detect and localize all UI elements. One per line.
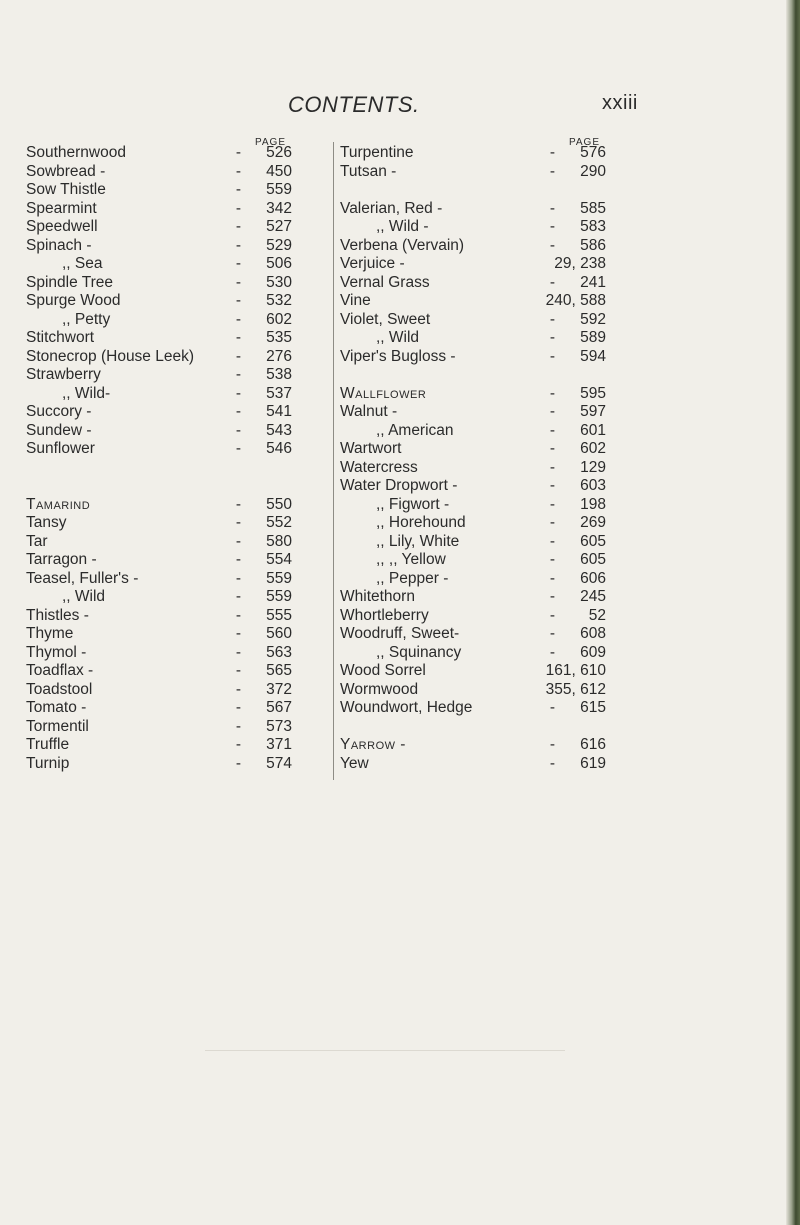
right-column — [340, 137, 610, 773]
entry-name: Viper's Bugloss - — [340, 347, 456, 365]
leader-dash: - — [549, 440, 555, 457]
entry-page: 616 — [580, 736, 606, 753]
index-entry — [340, 662, 610, 681]
leader-dash: - — [235, 588, 241, 605]
entry-page: 550 — [266, 495, 292, 513]
entry-page: 546 — [266, 440, 292, 457]
leader-dash: - — [549, 329, 555, 346]
entry-page: 276 — [266, 347, 292, 365]
entry-page: 372 — [266, 680, 292, 698]
index-entry — [340, 699, 610, 718]
leader-dash: - — [235, 199, 241, 217]
leader-dash: - — [549, 754, 555, 772]
index-entry — [340, 422, 610, 441]
entry-page: 450 — [266, 162, 292, 180]
entry-page: 129 — [580, 458, 606, 476]
entry-page: 537 — [266, 384, 292, 402]
entry-page: 609 — [580, 643, 606, 661]
leader-dash: - — [549, 218, 555, 235]
leader-dash: - — [235, 717, 241, 735]
leader-dash: - — [235, 606, 241, 624]
entry-name: Thyme — [26, 625, 74, 642]
entry-gap — [340, 718, 610, 737]
leader-dash: - — [549, 162, 555, 180]
entry-name: Wartwort — [340, 440, 402, 457]
entry-page: 554 — [266, 551, 292, 568]
entry-name: ,, Wild — [62, 588, 106, 605]
entry-page: 538 — [266, 366, 292, 383]
entry-page: 527 — [266, 218, 292, 235]
leader-dash: - — [549, 199, 555, 217]
entry-name: Vernal Grass — [340, 273, 430, 291]
leader-dash: - — [549, 347, 555, 365]
leader-dash: - — [235, 532, 241, 550]
entry-name: Tamarind — [26, 495, 91, 513]
entry-name: ,, Wild — [376, 329, 420, 346]
leader-dash: - — [549, 699, 555, 716]
index-entry — [340, 292, 610, 311]
entry-name: Stonecrop (House Leek) — [26, 347, 195, 365]
entry-name: Tomato - — [26, 699, 87, 716]
entry-name: Verjuice - — [340, 255, 405, 272]
entry-page: 574 — [266, 754, 292, 772]
entry-page: 576 — [580, 144, 606, 161]
index-entry — [340, 625, 610, 644]
entry-page: 573 — [266, 717, 292, 735]
leader-dash: - — [549, 495, 555, 513]
entry-name: Truffle — [26, 736, 70, 753]
index-entry — [340, 459, 610, 478]
entry-page: 161, 610 — [545, 662, 606, 679]
index-entry — [26, 625, 296, 644]
leader-dash: - — [549, 403, 555, 420]
page-title: CONTENTS. — [288, 92, 420, 117]
entry-name: Yarrow - — [340, 736, 406, 753]
index-entry — [340, 311, 610, 330]
index-entry — [26, 644, 296, 663]
index-entry — [340, 681, 610, 700]
entry-name: Woodruff, Sweet- — [340, 625, 460, 642]
entry-page: 605 — [580, 551, 606, 568]
entry-page: 580 — [266, 532, 292, 550]
entry-name: Thymol - — [26, 643, 87, 661]
entry-name: Wormwood — [340, 680, 419, 698]
entry-page: 585 — [580, 199, 606, 217]
entry-page: 342 — [266, 199, 292, 217]
leader-dash: - — [235, 236, 241, 254]
leader-dash: - — [549, 606, 555, 624]
entry-name: Spinach - — [26, 236, 92, 254]
entry-page: 619 — [580, 754, 606, 772]
leader-dash: - — [235, 366, 241, 383]
entry-name: Spurge Wood — [26, 292, 121, 309]
entry-page: 245 — [580, 588, 606, 605]
index-entry — [340, 570, 610, 589]
index-entry — [26, 551, 296, 570]
entry-page: 541 — [266, 403, 292, 420]
page-column-label: PAGE — [568, 137, 600, 148]
leader-dash: - — [235, 495, 241, 513]
entry-name: ,, Figwort - — [376, 495, 450, 513]
entry-page: 605 — [580, 532, 606, 550]
leader-dash: - — [235, 292, 241, 309]
leader-dash: - — [549, 310, 555, 328]
index-entry — [26, 736, 296, 755]
index-entry — [340, 329, 610, 348]
leader-dash: - — [235, 144, 241, 161]
index-entry — [26, 181, 296, 200]
leader-dash: - — [235, 384, 241, 402]
index-entry — [340, 348, 610, 367]
entry-page: 586 — [580, 236, 606, 254]
index-entry — [340, 403, 610, 422]
entry-name: Watercress — [340, 458, 418, 476]
leader-dash: - — [235, 218, 241, 235]
entry-name: Toadstool — [26, 680, 93, 698]
decorative-rule — [205, 1050, 565, 1051]
entry-name: Water Dropwort - — [340, 477, 458, 494]
entry-page: 52 — [588, 606, 606, 624]
entry-page: 559 — [266, 588, 292, 605]
index-entry — [26, 681, 296, 700]
entry-page: 567 — [266, 699, 292, 716]
entry-name: ,, Wild - — [376, 218, 429, 235]
leader-dash: - — [235, 162, 241, 180]
entry-name: Whitethorn — [340, 588, 415, 605]
entry-name: Violet, Sweet — [340, 310, 431, 328]
entry-name: ,, Lily, White — [376, 532, 460, 550]
index-entry — [26, 348, 296, 367]
index-entry — [340, 163, 610, 182]
leader-dash: - — [549, 643, 555, 661]
index-entry — [26, 311, 296, 330]
leader-dash: - — [235, 680, 241, 698]
column-divider — [333, 142, 334, 780]
entry-page: 602 — [266, 310, 292, 328]
entry-page: 592 — [580, 310, 606, 328]
index-entry — [26, 163, 296, 182]
entry-name: Sowbread - — [26, 162, 106, 180]
leader-dash: - — [235, 643, 241, 661]
entry-page: 589 — [580, 329, 606, 346]
index-entry — [26, 588, 296, 607]
entry-name: Spindle Tree — [26, 273, 114, 291]
entry-name: Tutsan - — [340, 162, 397, 180]
index-entry — [26, 699, 296, 718]
leader-dash: - — [235, 569, 241, 587]
entry-page: 565 — [266, 662, 292, 679]
left-column — [26, 137, 296, 773]
index-entry — [26, 255, 296, 274]
entry-page: 606 — [580, 569, 606, 587]
index-entry — [26, 237, 296, 256]
leader-dash: - — [235, 625, 241, 642]
entry-name: Succory - — [26, 403, 92, 420]
entry-gap — [340, 366, 610, 385]
index-entry — [26, 607, 296, 626]
entry-name: ,, Squinancy — [376, 643, 462, 661]
entry-page: 290 — [580, 162, 606, 180]
entry-page: 535 — [266, 329, 292, 346]
entry-name: Toadflax - — [26, 662, 94, 679]
entry-page: 608 — [580, 625, 606, 642]
entry-page: 240, 588 — [545, 292, 606, 309]
left-entries — [26, 144, 296, 773]
entry-page: 602 — [580, 440, 606, 457]
leader-dash: - — [235, 736, 241, 753]
entry-name: ,, Wild- — [62, 384, 111, 402]
page-column-label: PAGE — [254, 137, 286, 148]
index-entry — [340, 736, 610, 755]
entry-page: 563 — [266, 643, 292, 661]
entry-name: ,, ,, Yellow — [376, 551, 446, 568]
entry-name: Southernwood — [26, 144, 126, 161]
page-binding-edge — [786, 0, 800, 1225]
index-entry — [26, 144, 296, 163]
index-entry — [26, 218, 296, 237]
index-entry — [26, 533, 296, 552]
leader-dash: - — [549, 421, 555, 439]
entry-page: 543 — [266, 421, 292, 439]
leader-dash: - — [235, 754, 241, 772]
entry-page: 506 — [266, 255, 292, 272]
entry-name: Turnip — [26, 754, 70, 772]
entry-name: Stitchwort — [26, 329, 95, 346]
entry-name: Tar — [26, 532, 48, 550]
index-entry — [26, 403, 296, 422]
entry-name: Speedwell — [26, 218, 98, 235]
index-entry — [26, 570, 296, 589]
entry-name: Tormentil — [26, 717, 89, 735]
entry-page: 526 — [266, 144, 292, 161]
index-entry — [26, 385, 296, 404]
index-entry — [340, 514, 610, 533]
leader-dash: - — [549, 273, 555, 291]
leader-dash: - — [549, 144, 555, 161]
entry-page: 530 — [266, 273, 292, 291]
index-entry — [340, 440, 610, 459]
leader-dash: - — [235, 699, 241, 716]
entry-name: ,, Pepper - — [376, 569, 449, 587]
leader-dash: - — [235, 255, 241, 272]
entry-page: 594 — [580, 347, 606, 365]
index-entry — [340, 144, 610, 163]
entry-gap — [340, 181, 610, 200]
index-entry — [26, 662, 296, 681]
entry-name: Wallflower — [340, 384, 427, 402]
entry-name: Sundew - — [26, 421, 92, 439]
entry-gap — [26, 477, 296, 496]
entry-page: 198 — [580, 495, 606, 513]
leader-dash: - — [235, 551, 241, 568]
entry-name: ,, Horehound — [376, 514, 466, 531]
index-entry — [340, 551, 610, 570]
entry-name: Whortleberry — [340, 606, 429, 624]
index-entry — [340, 477, 610, 496]
entry-name: Teasel, Fuller's - — [26, 569, 139, 587]
entry-page: 529 — [266, 236, 292, 254]
leader-dash: - — [549, 236, 555, 254]
index-entry — [26, 274, 296, 293]
entry-page: 597 — [580, 403, 606, 420]
index-entry — [340, 385, 610, 404]
index-entry — [340, 218, 610, 237]
index-entry — [340, 755, 610, 774]
entry-name: Vine — [340, 292, 371, 309]
entry-name: Thistles - — [26, 606, 89, 624]
leader-dash: - — [235, 440, 241, 457]
index-entry — [340, 255, 610, 274]
leader-dash: - — [549, 384, 555, 402]
index-entry — [340, 274, 610, 293]
index-entry — [26, 422, 296, 441]
index-entry — [340, 237, 610, 256]
entry-page: 595 — [580, 384, 606, 402]
page-number: xxiii — [602, 92, 638, 114]
index-entry — [26, 718, 296, 737]
entry-page: 555 — [266, 606, 292, 624]
entry-page: 371 — [266, 736, 292, 753]
entry-name: Yew — [340, 754, 369, 772]
leader-dash: - — [235, 273, 241, 291]
entry-name: Sow Thistle — [26, 181, 106, 198]
entry-name: Woundwort, Hedge — [340, 699, 473, 716]
entry-name: Turpentine — [340, 144, 414, 161]
index-entry — [26, 329, 296, 348]
entry-name: Tarragon - — [26, 551, 97, 568]
leader-dash: - — [549, 477, 555, 494]
leader-dash: - — [235, 329, 241, 346]
page-header — [0, 92, 800, 122]
entry-name: Valerian, Red - — [340, 199, 443, 217]
index-entry — [26, 292, 296, 311]
leader-dash: - — [235, 662, 241, 679]
index-entry — [340, 200, 610, 219]
leader-dash: - — [235, 347, 241, 365]
right-entries — [340, 144, 610, 773]
leader-dash: - — [235, 310, 241, 328]
entry-page: 532 — [266, 292, 292, 309]
entry-page: 559 — [266, 569, 292, 587]
entry-page: 601 — [580, 421, 606, 439]
leader-dash: - — [549, 458, 555, 476]
entry-page: 603 — [580, 477, 606, 494]
entry-name: ,, American — [376, 421, 454, 439]
leader-dash: - — [549, 532, 555, 550]
entry-name: ,, Sea — [62, 255, 103, 272]
leader-dash: - — [235, 403, 241, 420]
index-entry — [26, 755, 296, 774]
index-entry — [340, 644, 610, 663]
leader-dash: - — [235, 514, 241, 531]
entry-name: Verbena (Vervain) — [340, 236, 465, 254]
leader-dash: - — [235, 181, 241, 198]
entry-name: Sunflower — [26, 440, 95, 457]
leader-dash: - — [549, 514, 555, 531]
index-entry — [340, 533, 610, 552]
entry-page: 355, 612 — [545, 680, 606, 698]
index-entry — [340, 496, 610, 515]
entry-page: 29, 238 — [554, 255, 606, 272]
entry-page: 615 — [580, 699, 606, 716]
entry-name: Walnut - — [340, 403, 398, 420]
entry-name: Wood Sorrel — [340, 662, 426, 679]
entry-page: 552 — [266, 514, 292, 531]
leader-dash: - — [549, 625, 555, 642]
leader-dash: - — [549, 736, 555, 753]
entry-page: 241 — [580, 273, 606, 291]
index-entry — [26, 366, 296, 385]
index-entry — [340, 588, 610, 607]
entry-page: 560 — [266, 625, 292, 642]
entry-name: Strawberry — [26, 366, 101, 383]
leader-dash: - — [549, 588, 555, 605]
leader-dash: - — [549, 569, 555, 587]
index-entry — [26, 514, 296, 533]
leader-dash: - — [549, 551, 555, 568]
leader-dash: - — [235, 421, 241, 439]
entry-gap — [26, 459, 296, 478]
index-entry — [26, 440, 296, 459]
entry-page: 269 — [580, 514, 606, 531]
index-entry — [340, 607, 610, 626]
index-entry — [26, 200, 296, 219]
entry-name: ,, Petty — [62, 310, 111, 328]
entry-name: Spearmint — [26, 199, 97, 217]
index-entry — [26, 496, 296, 515]
entry-page: 559 — [266, 181, 292, 198]
entry-page: 583 — [580, 218, 606, 235]
entry-name: Tansy — [26, 514, 67, 531]
